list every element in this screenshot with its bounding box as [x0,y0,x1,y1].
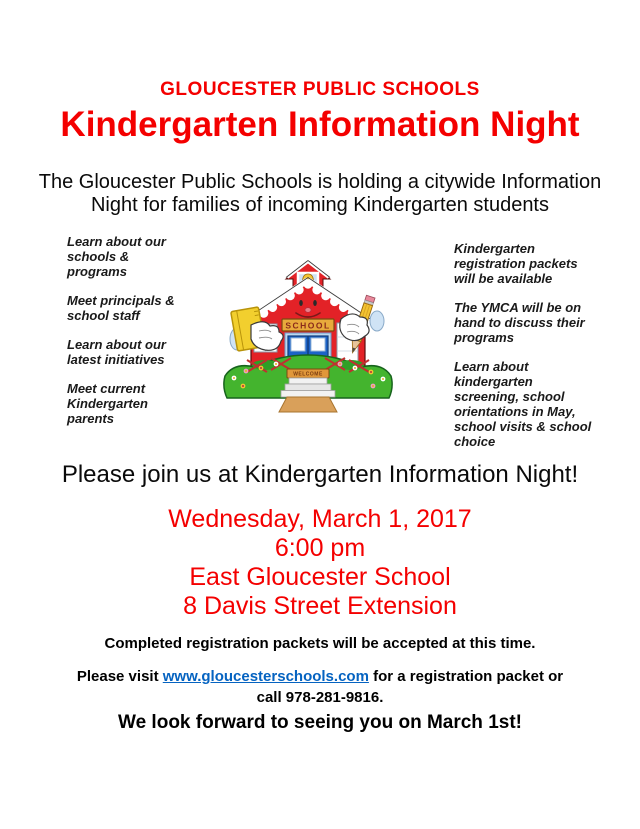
steps [279,369,337,412]
event-address: 8 Davis Street Extension [183,592,457,620]
school-sign [282,319,334,331]
website-link[interactable]: www.gloucesterschools.com [162,668,369,685]
list-item: Learn about our latest initiatives [67,337,166,367]
list-item: Kindergarten registration packets will be available [454,241,578,286]
registration-note: Completed registration packets will be accepted at this time. [104,635,536,652]
welcome-mat-text: WELCOME [293,371,323,378]
event-details [0,505,640,621]
page-title: Kindergarten Information Night [60,105,580,144]
closing-line: We look forward to seeing you on March 1st! [118,712,522,733]
event-location: East Gloucester School [189,563,451,591]
highlights-left-column [67,234,187,440]
visit-line [0,666,640,687]
intro-line-2: Night for families of incoming Kindergarten students [90,193,549,216]
intro-line-1: The Gloucester Public Schools is holding a citywide Information [38,171,602,193]
list-item: Meet current Kindergarten parents [67,381,148,426]
event-time: 6:00 pm [274,534,366,562]
intro-paragraph [0,171,640,216]
highlights-right-column [454,241,594,463]
invitation-line: Please join us at Kindergarten Information Night! [61,461,579,488]
schoolhouse-icon [221,259,395,413]
school-sign-text: SCHOOL [285,320,331,331]
list-item: Learn about our schools & programs [67,234,166,279]
school-name: GLOUCESTER PUBLIC SCHOOLS [160,79,480,100]
visit-suffix: for a registration packet or [368,668,564,685]
list-item: Learn about kindergarten screening, school orientations in May, school visits & school choice [454,359,592,449]
list-item: Meet principals & school staff [67,293,175,323]
visit-instructions [0,666,640,708]
visit-prefix: Please visit [76,668,163,685]
list-item: The YMCA will be on hand to discuss their programs [454,300,585,345]
call-line: call 978-281-9816. [256,689,384,706]
schoolhouse-illustration [221,259,395,413]
event-date: Wednesday, March 1, 2017 [168,505,472,533]
